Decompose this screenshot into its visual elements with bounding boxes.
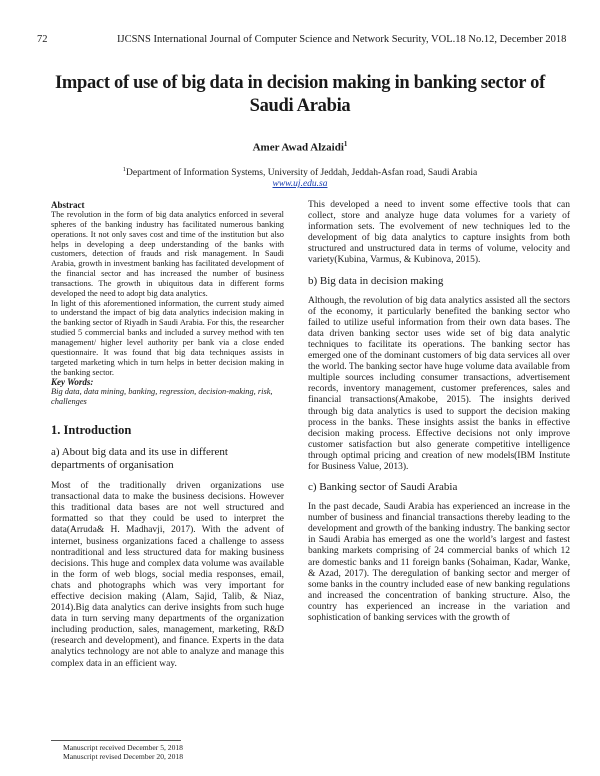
continued-paragraph: This developed a need to invent some effective tools that can collect, store and analyze huge data volumes for a variety of information sets. The evolvement of new techniques led to the development of big data analytics to capture insights from both structured and unstructured data in terms of volume, velocity and variety(Kubina, Varmus, & Kubinova, 2015).	[308, 200, 570, 266]
keywords-heading: Key Words:	[51, 377, 94, 388]
paragraph-c: In the past decade, Saudi Arabia has experienced an increase in the number of business and financial transactions thereby leading to the development and growth of the banking industry. The banking sector in Saudi Arabia has emerged as one the world’s largest and fastest banking markets comprising of 24 commercial banks of which 12 are domestic banks and 11 foreign banks (Sohaiman, Kadar, Wanke, & Azad, 2017). The deregulation of banking sector and merger of some banks in the country included ease of new banking regulations and increased the concentration of banking structure. Also, the country has experienced an increase in the variation and sophistication of banking services with the growth of	[308, 502, 570, 623]
abstract-heading: Abstract	[51, 200, 85, 210]
left-column	[51, 200, 284, 670]
subsection-heading-b: b) Big data in decision making	[308, 274, 444, 287]
right-column	[308, 200, 570, 624]
running-header	[0, 34, 600, 48]
section-heading-introduction: 1. Introduction	[51, 423, 132, 438]
affiliation: Department of Information Systems, University of Jeddah, Jeddah-Asfan road, Saudi Arabia	[126, 168, 478, 179]
subsection-heading-c: c) Banking sector of Saudi Arabia	[308, 481, 458, 494]
abstract-paragraph-2: In light of this aforementioned information, the current study aimed to understand the impact of big data analytics indecision making in the banking sector of Riyadh in Saudi Arabia. For this, the researcher studied 5 commercial banks and included a survey method with ten management/ higher level authority per bank via a close ended questionnaire. It was found that big data techniques assists in targeted marketing which in turn helps in better decision making in the banking sector.	[51, 298, 284, 377]
journal-header: IJCSNS International Journal of Computer Science and Network Security, VOL.18 No.12, December 2018	[117, 34, 567, 45]
page-number: 72	[37, 34, 48, 45]
keywords: Big data, data mining, banking, regression, decision-making, risk, challenges	[51, 387, 273, 407]
author-name: Amer Awad Alzaidi	[252, 141, 344, 154]
author-sup: 1	[343, 140, 348, 148]
title-line-2: Saudi Arabia	[249, 96, 351, 116]
intro-paragraph-a: Most of the traditionally driven organizations use transactional data to make the business decisions. However this traditional data bases are not well structured and formatted so that they could be used to interpret the data(Arruda& H. Madhavji, 2017). With the advent of internet, business organizations faced a challenge to assess nontraditional and less structured data for making business decisions. This huge and complex data volume was available in the form of web blogs, social media responses, email, chats and photographs which was very important for effective decision making (Alam, Sajid, Talib, & Niaz, 2014).Big data analytics can derive insights from such huge data in turn serving many departments of the organization including production, sales, management, marketing, R&D (research and development), and finance. Experts in the data analytics technology are not able to analyze and manage this complex data in an efficient way.	[51, 481, 284, 669]
university-link[interactable]: www.uj.edu.sa	[272, 179, 328, 190]
title-line-1: Impact of use of big data in decision making in banking sector of	[54, 73, 545, 93]
manuscript-received: Manuscript received December 5, 2018	[63, 743, 183, 752]
paragraph-b: Although, the revolution of big data analytics assisted all the sectors of the economy, it particularly benefited the banking sector who failed to utilize useful information from their own data bases. The data driven banking sector uses wide set of big data analytic techniques to facilitate its operations. The banking sector has emerged one of the dominant customers of big data services all over the world. The banking sector have huge volume data available from multiple sources including consumer transactions, advertisement records, inventory management, customer preferences, sales and financial transactions(Amakobe, 2015). The insights derived through big data analytics is used to support the decision making process in the banks. These insights assist the banks in effective decision making process. Effective decisions not only improve customer satisfaction but also generate competitive intelligence through optimal pricing and creation of new models(IBM Institute for Business Value, 2013).	[308, 295, 570, 472]
subsection-heading-a: a) About big data and its use in different departments of organisation	[51, 446, 228, 472]
abstract-paragraph-1: The revolution in the form of big data analytics enforced in several spheres of the banking industry has facilitated numerous banking operations. It not only saves cost and time of the institution but also helps in developing a deep understanding of the banks with customers, detection of frauds and risk management. In Saudi Arabia, growth in investment banking has facilitated development of the financial sector and has increased the number of business transactions. The growth in ubiquitous data in different forms developed the need to adopt big data analytics.	[51, 210, 284, 298]
affiliation-block	[0, 164, 600, 190]
paper-title	[40, 72, 560, 118]
affiliation-sup: 1	[122, 166, 127, 173]
manuscript-revised: Manuscript revised December 20, 2018	[63, 752, 183, 761]
footnote-rule	[51, 740, 181, 741]
author	[0, 140, 600, 154]
